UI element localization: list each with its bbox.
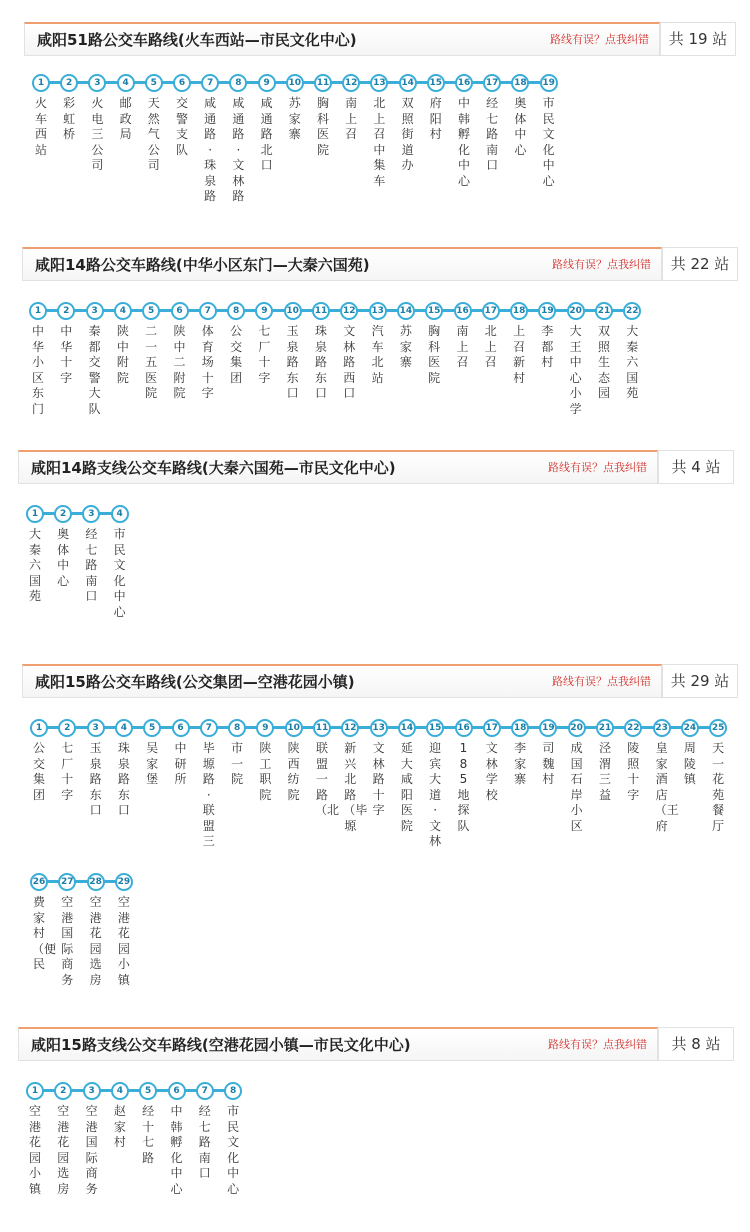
stop-name: 司魏村 bbox=[542, 741, 555, 786]
stop-name: 陕西纺院 bbox=[287, 741, 300, 802]
stop-name: 中华十字 bbox=[60, 324, 73, 385]
stop-number-circle: 4 bbox=[111, 505, 129, 523]
stop-number-circle: 7 bbox=[196, 1082, 214, 1100]
stop-number-circle: 8 bbox=[227, 302, 245, 320]
route-header bbox=[18, 450, 734, 484]
stop-number-circle: 1 bbox=[29, 302, 47, 320]
stop-name: 汽车北站 bbox=[371, 324, 384, 385]
stop-number-circle: 28 bbox=[87, 873, 105, 891]
stop-name: 市民文化中心 bbox=[227, 1104, 240, 1196]
stop-number-circle: 24 bbox=[681, 719, 699, 737]
stop-name: 苏家寨 bbox=[288, 96, 301, 141]
route-title-box bbox=[22, 247, 662, 281]
stop-number-circle: 5 bbox=[142, 302, 160, 320]
stop-number-circle: 6 bbox=[168, 1082, 186, 1100]
stop-number-circle: 16 bbox=[455, 74, 473, 92]
stop-name: 北上召 bbox=[484, 324, 497, 369]
stop-name: 上召新村 bbox=[513, 324, 526, 385]
stop-name: 火电三公司 bbox=[91, 96, 104, 172]
report-error-link[interactable]: 路线有误？点我纠错 bbox=[548, 461, 647, 474]
stop-number-circle: 7 bbox=[199, 302, 217, 320]
stop-number-circle: 6 bbox=[171, 302, 189, 320]
stop-name: 中研所 bbox=[174, 741, 187, 786]
stop-number-circle: 16 bbox=[454, 302, 472, 320]
stop-name: 中华小区东门 bbox=[31, 324, 44, 416]
stop-name: 陵照十字 bbox=[627, 741, 640, 802]
stop-number-circle: 9 bbox=[255, 302, 273, 320]
stop-name: 赵家村 bbox=[113, 1104, 126, 1149]
stop-number-circle: 29 bbox=[115, 873, 133, 891]
stop-number-circle: 1 bbox=[32, 74, 50, 92]
stop-number-circle: 27 bbox=[58, 873, 76, 891]
stop-number-circle: 3 bbox=[86, 302, 104, 320]
stop-name: 文林学校 bbox=[485, 741, 498, 802]
stop-number-circle: 19 bbox=[540, 74, 558, 92]
stop-name: 七厂十字 bbox=[61, 741, 74, 802]
route-header bbox=[24, 22, 736, 56]
stop-name: 经七路南口 bbox=[486, 96, 499, 172]
stop-name: 延大咸阳医院 bbox=[400, 741, 413, 833]
stop-name: 成国石岸小区 bbox=[570, 741, 583, 833]
stop-name: 市一院 bbox=[231, 741, 244, 786]
stop-name: 新兴北路（毕塬 bbox=[343, 741, 368, 833]
stop-number-circle: 8 bbox=[228, 719, 246, 737]
stop-name: 泾渭三益 bbox=[598, 741, 611, 802]
stop-name: 空港花园选房 bbox=[89, 895, 102, 987]
stop-number-circle: 12 bbox=[342, 74, 360, 92]
stop-number-circle: 9 bbox=[256, 719, 274, 737]
stop-name: 七厂十字 bbox=[258, 324, 271, 385]
stop-name: 大王中心小学 bbox=[569, 324, 582, 416]
stop-name: 咸通路·文林路 bbox=[232, 96, 245, 203]
stop-number-circle: 4 bbox=[115, 719, 133, 737]
stop-name: 市民文化中心 bbox=[542, 96, 555, 188]
stop-name: 双照生态园 bbox=[597, 324, 610, 400]
stop-name: 玉泉路东口 bbox=[89, 741, 102, 817]
stop-name: 秦都交警大队 bbox=[88, 324, 101, 416]
stop-name: 咸通路北口 bbox=[260, 96, 273, 172]
route-title: 咸阳51路公交车路线(火车西站—市民文化中心) bbox=[37, 31, 357, 49]
stop-name: 陕中附院 bbox=[116, 324, 129, 385]
stop-name: 彩虹桥 bbox=[63, 96, 76, 141]
stop-name: 大秦六国苑 bbox=[626, 324, 639, 400]
stop-number-circle: 3 bbox=[82, 505, 100, 523]
report-error-link[interactable]: 路线有误？点我纠错 bbox=[552, 258, 651, 271]
stop-number-circle: 13 bbox=[369, 302, 387, 320]
stop-name: 咸通路·珠泉路 bbox=[204, 96, 217, 203]
stop-name: 陕工职院 bbox=[259, 741, 272, 802]
stop-number-circle: 9 bbox=[258, 74, 276, 92]
stop-name: 市民文化中心 bbox=[113, 527, 126, 619]
report-error-link[interactable]: 路线有误？点我纠错 bbox=[550, 33, 649, 46]
stop-name: 联盟一路（北 bbox=[315, 741, 340, 817]
stop-number-circle: 1 bbox=[30, 719, 48, 737]
stop-number-circle: 20 bbox=[567, 302, 585, 320]
stop-name: 胸科医院 bbox=[428, 324, 441, 385]
stop-name: 公交集团 bbox=[230, 324, 243, 385]
stop-number-circle: 10 bbox=[285, 719, 303, 737]
stop-name: 费家村（便民 bbox=[32, 895, 57, 971]
stop-name: 北上召中集车 bbox=[373, 96, 386, 188]
stop-count: 共 4 站 bbox=[658, 450, 734, 484]
stop-name: 奥体中心 bbox=[514, 96, 527, 157]
stop-number-circle: 19 bbox=[539, 719, 557, 737]
stop-number-circle: 13 bbox=[370, 74, 388, 92]
stop-name: 陕中二附院 bbox=[173, 324, 186, 400]
stop-name: 李都村 bbox=[541, 324, 554, 369]
route-title: 咸阳14路公交车路线(中华小区东门—大秦六国苑) bbox=[35, 256, 370, 274]
stop-number-circle: 17 bbox=[483, 719, 501, 737]
stop-name: 苏家寨 bbox=[399, 324, 412, 369]
stop-name: 交警支队 bbox=[175, 96, 188, 157]
stop-name: 天一花苑餐厅 bbox=[712, 741, 725, 833]
stop-name: 经七路南口 bbox=[198, 1104, 211, 1180]
stop-count: 共 19 站 bbox=[660, 22, 736, 56]
stop-number-circle: 3 bbox=[87, 719, 105, 737]
stop-number-circle: 2 bbox=[58, 719, 76, 737]
stop-number-circle: 17 bbox=[482, 302, 500, 320]
stop-number-circle: 21 bbox=[596, 719, 614, 737]
stop-number-circle: 8 bbox=[224, 1082, 242, 1100]
stop-name: 吴家堡 bbox=[146, 741, 159, 786]
stop-number-circle: 16 bbox=[455, 719, 473, 737]
stop-number-circle: 3 bbox=[83, 1082, 101, 1100]
stop-name: 珠泉路东口 bbox=[314, 324, 327, 400]
route-title-box bbox=[18, 450, 658, 484]
stop-number-circle: 23 bbox=[653, 719, 671, 737]
stop-count: 共 8 站 bbox=[658, 1027, 734, 1061]
stop-name: 天然气公司 bbox=[147, 96, 160, 172]
stop-number-circle: 2 bbox=[54, 505, 72, 523]
stop-name: 迎宾大道·文林 bbox=[429, 741, 442, 848]
stop-number-circle: 4 bbox=[114, 302, 132, 320]
stop-number-circle: 14 bbox=[397, 302, 415, 320]
stop-number-circle: 3 bbox=[88, 74, 106, 92]
stop-name: 奥体中心 bbox=[57, 527, 70, 588]
stop-name: 毕塬路·联盟三 bbox=[202, 741, 215, 848]
stop-number-circle: 15 bbox=[426, 719, 444, 737]
stop-name: 经七路南口 bbox=[85, 527, 98, 603]
stop-number-circle: 10 bbox=[284, 302, 302, 320]
stop-name: 周陵镇 bbox=[683, 741, 696, 786]
stop-name: 南上召 bbox=[456, 324, 469, 369]
stop-number-circle: 6 bbox=[173, 74, 191, 92]
stop-count: 共 22 站 bbox=[662, 247, 738, 281]
stop-number-circle: 2 bbox=[57, 302, 75, 320]
route-line bbox=[34, 512, 119, 515]
stop-number-circle: 15 bbox=[425, 302, 443, 320]
stop-number-circle: 12 bbox=[341, 719, 359, 737]
stop-number-circle: 18 bbox=[511, 719, 529, 737]
stop-number-circle: 8 bbox=[229, 74, 247, 92]
route-title: 咸阳15路公交车路线(公交集团—空港花园小镇) bbox=[35, 673, 355, 691]
stop-name: 文林路西口 bbox=[343, 324, 356, 400]
stop-number-circle: 11 bbox=[313, 719, 331, 737]
stop-number-circle: 13 bbox=[370, 719, 388, 737]
stop-number-circle: 2 bbox=[60, 74, 78, 92]
stop-number-circle: 1 bbox=[26, 505, 44, 523]
stop-number-circle: 7 bbox=[201, 74, 219, 92]
route-title: 咸阳15路支线公交车路线(空港花园小镇—市民文化中心) bbox=[31, 1036, 411, 1054]
stop-number-circle: 21 bbox=[595, 302, 613, 320]
stop-name: 空港花园小镇 bbox=[28, 1104, 41, 1196]
stop-number-circle: 18 bbox=[510, 302, 528, 320]
stop-count: 共 29 站 bbox=[662, 664, 738, 698]
route-title-box bbox=[22, 664, 662, 698]
stop-name: 胸科医院 bbox=[316, 96, 329, 157]
stop-name: 火车西站 bbox=[34, 96, 47, 157]
stop-number-circle: 22 bbox=[624, 719, 642, 737]
stop-number-circle: 14 bbox=[398, 719, 416, 737]
stop-number-circle: 11 bbox=[314, 74, 332, 92]
stop-name: 府阳村 bbox=[429, 96, 442, 141]
stop-name: 中韩孵化中心 bbox=[170, 1104, 183, 1196]
stop-number-circle: 10 bbox=[286, 74, 304, 92]
stop-number-circle: 17 bbox=[483, 74, 501, 92]
report-error-link[interactable]: 路线有误？点我纠错 bbox=[552, 675, 651, 688]
route-line bbox=[38, 880, 123, 883]
stop-name: 185地探队 bbox=[457, 741, 470, 833]
stop-number-circle: 5 bbox=[143, 719, 161, 737]
route-header bbox=[22, 664, 738, 698]
stop-number-circle: 5 bbox=[145, 74, 163, 92]
stop-number-circle: 15 bbox=[427, 74, 445, 92]
stop-name: 空港花园选房 bbox=[57, 1104, 70, 1196]
stop-name: 李家寨 bbox=[514, 741, 527, 786]
stop-name: 公交集团 bbox=[32, 741, 45, 802]
stop-number-circle: 6 bbox=[172, 719, 190, 737]
stop-name: 邮政局 bbox=[119, 96, 132, 141]
stop-name: 中韩孵化中心 bbox=[457, 96, 470, 188]
stop-number-circle: 2 bbox=[54, 1082, 72, 1100]
stop-number-circle: 14 bbox=[399, 74, 417, 92]
stop-name: 空港国际商务 bbox=[85, 1104, 98, 1196]
stop-name: 双照街道办 bbox=[401, 96, 414, 172]
route-title-box bbox=[18, 1027, 658, 1061]
stop-number-circle: 1 bbox=[26, 1082, 44, 1100]
stop-number-circle: 4 bbox=[117, 74, 135, 92]
stop-number-circle: 4 bbox=[111, 1082, 129, 1100]
stop-number-circle: 25 bbox=[709, 719, 727, 737]
route-header bbox=[18, 1027, 734, 1061]
stop-number-circle: 22 bbox=[623, 302, 641, 320]
stop-name: 大秦六国苑 bbox=[28, 527, 41, 603]
stop-number-circle: 7 bbox=[200, 719, 218, 737]
stop-number-circle: 20 bbox=[568, 719, 586, 737]
stop-number-circle: 11 bbox=[312, 302, 330, 320]
route-title-box bbox=[24, 22, 660, 56]
stop-name: 皇家酒店（王府 bbox=[654, 741, 679, 833]
stop-name: 玉泉路东口 bbox=[286, 324, 299, 400]
stop-name: 体育场十字 bbox=[201, 324, 214, 400]
stop-number-circle: 18 bbox=[511, 74, 529, 92]
stop-name: 经十七路 bbox=[142, 1104, 155, 1165]
stop-name: 珠泉路东口 bbox=[117, 741, 130, 817]
stop-name: 南上召 bbox=[345, 96, 358, 141]
stop-number-circle: 26 bbox=[30, 873, 48, 891]
stop-name: 空港国际商务 bbox=[61, 895, 74, 987]
stop-name: 二一五医院 bbox=[145, 324, 158, 400]
route-header bbox=[22, 247, 738, 281]
report-error-link[interactable]: 路线有误？点我纠错 bbox=[548, 1038, 647, 1051]
route-title: 咸阳14路支线公交车路线(大秦六国苑—市民文化中心) bbox=[31, 459, 396, 477]
stop-name: 空港花园小镇 bbox=[117, 895, 130, 987]
stop-name: 文林路十字 bbox=[372, 741, 385, 817]
stop-number-circle: 12 bbox=[340, 302, 358, 320]
stop-number-circle: 19 bbox=[538, 302, 556, 320]
stop-number-circle: 5 bbox=[139, 1082, 157, 1100]
